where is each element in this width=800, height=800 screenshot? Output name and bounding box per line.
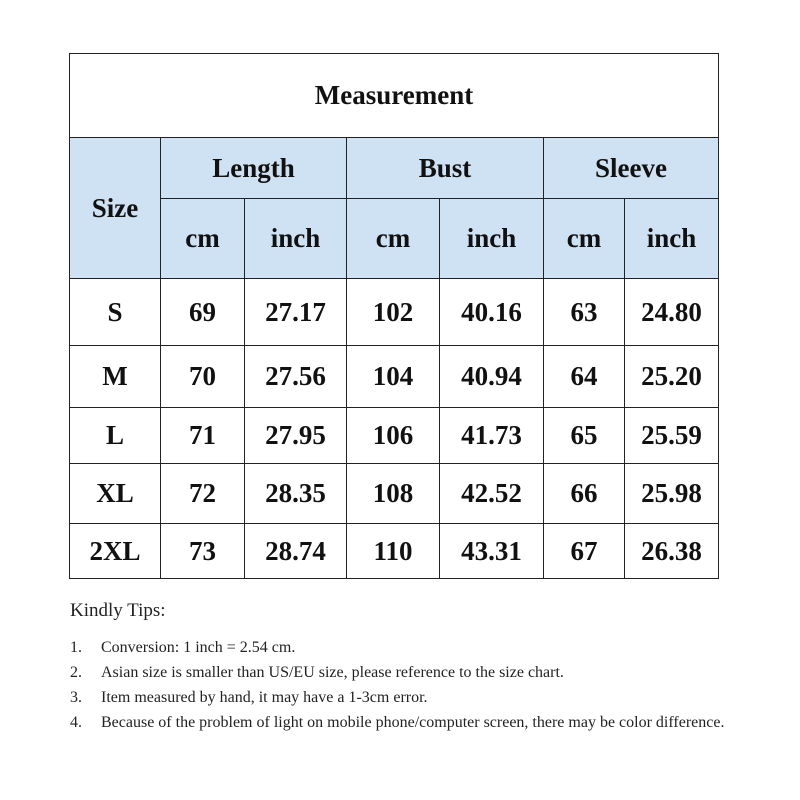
table-cell: 25.20: [625, 346, 719, 408]
unit-header: cm: [544, 199, 625, 279]
list-item: [70, 686, 782, 710]
table-cell: 110: [347, 524, 440, 579]
table-cell: 27.56: [245, 346, 347, 408]
table-cell: 104: [347, 346, 440, 408]
unit-header: inch: [245, 199, 347, 279]
table-row: [70, 346, 719, 408]
table-cell: 65: [544, 408, 625, 464]
list-item: [70, 636, 782, 660]
table-row: [70, 408, 719, 464]
table-cell: 64: [544, 346, 625, 408]
table-cell: 26.38: [625, 524, 719, 579]
tips-title: Kindly Tips:: [70, 600, 166, 621]
table-row: [70, 524, 719, 579]
unit-header: cm: [161, 199, 245, 279]
list-text: Asian size is smaller than US/EU size, please reference to the size chart.: [101, 664, 564, 681]
table-cell: 27.17: [245, 279, 347, 346]
group-header-sleeve: Sleeve: [544, 138, 719, 199]
size-label: XL: [70, 464, 161, 524]
table-cell: 102: [347, 279, 440, 346]
table-row: [70, 464, 719, 524]
list-item: [70, 661, 782, 685]
table-cell: 70: [161, 346, 245, 408]
table-cell: 43.31: [440, 524, 544, 579]
list-item: [70, 711, 782, 735]
table-cell: 71: [161, 408, 245, 464]
table-cell: 41.73: [440, 408, 544, 464]
list-text: Because of the problem of light on mobile phone/computer screen, there may be color difference.: [101, 714, 725, 731]
group-header-length: Length: [161, 138, 347, 199]
list-text: Item measured by hand, it may have a 1-3cm error.: [101, 689, 428, 706]
unit-header: cm: [347, 199, 440, 279]
unit-header: inch: [625, 199, 719, 279]
list-number: 2.: [70, 664, 82, 681]
list-number: 3.: [70, 689, 82, 706]
table-cell: 66: [544, 464, 625, 524]
table-cell: 28.74: [245, 524, 347, 579]
table-cell: 25.59: [625, 408, 719, 464]
table-cell: 42.52: [440, 464, 544, 524]
table-cell: 28.35: [245, 464, 347, 524]
list-number: 1.: [70, 639, 82, 656]
size-label: M: [70, 346, 161, 408]
table-cell: 25.98: [625, 464, 719, 524]
size-label: 2XL: [70, 524, 161, 579]
size-label: S: [70, 279, 161, 346]
size-chart-table: [69, 53, 719, 579]
size-header: Size: [70, 138, 161, 279]
size-label: L: [70, 408, 161, 464]
unit-header: inch: [440, 199, 544, 279]
group-header-bust: Bust: [347, 138, 544, 199]
table-row: [70, 279, 719, 346]
list-text: Conversion: 1 inch = 2.54 cm.: [101, 639, 296, 656]
table-cell: 108: [347, 464, 440, 524]
table-cell: 69: [161, 279, 245, 346]
list-number: 4.: [70, 714, 82, 731]
tips-list: [70, 636, 782, 735]
table-cell: 63: [544, 279, 625, 346]
table-cell: 40.16: [440, 279, 544, 346]
table-title: Measurement: [70, 54, 719, 138]
table-cell: 106: [347, 408, 440, 464]
table-cell: 67: [544, 524, 625, 579]
kindly-tips: [70, 600, 782, 736]
table-cell: 72: [161, 464, 245, 524]
table-cell: 24.80: [625, 279, 719, 346]
table-cell: 27.95: [245, 408, 347, 464]
table-cell: 40.94: [440, 346, 544, 408]
table-cell: 73: [161, 524, 245, 579]
